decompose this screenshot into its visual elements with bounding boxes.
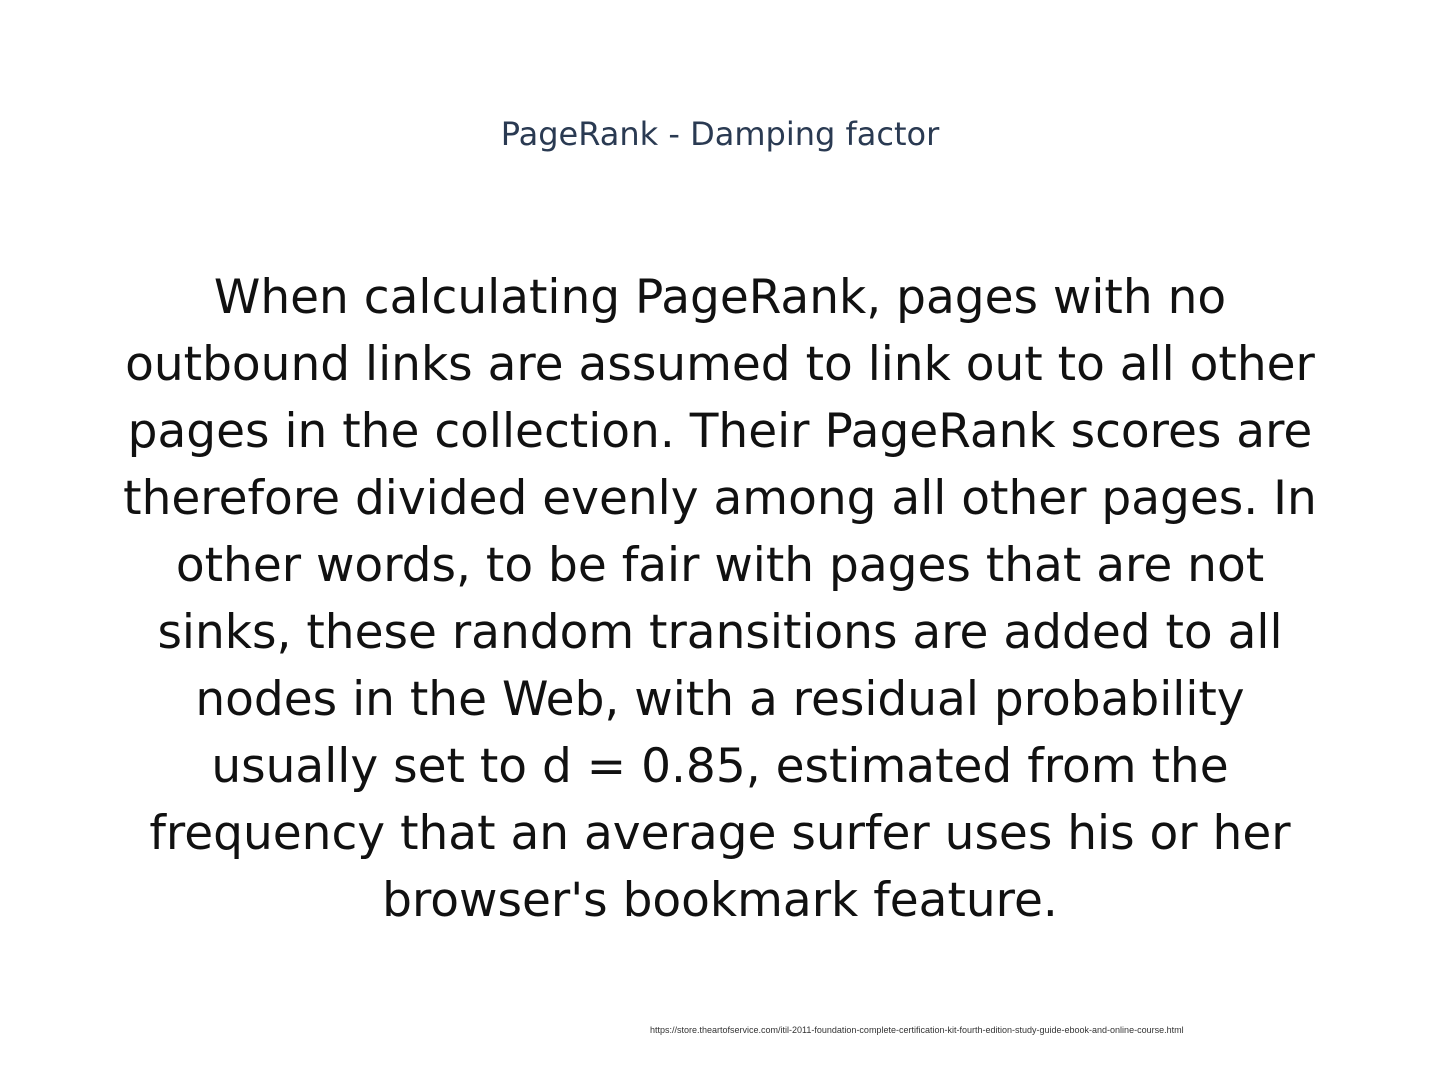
slide-title: PageRank - Damping factor (500, 115, 940, 153)
footer-source-link[interactable]: https://store.theartofservice.com/itil-2011-foundation-complete-certification-kit-fourth-edition-study-guide-ebook-and-online-course.html (650, 1025, 1184, 1035)
slide-body-text: When calculating PageRank, pages with no outbound links are assumed to link out to all other pages in the collection. Their PageRank scores are therefore divided evenly among all other pages. In other words, to be fair with pages that are not sinks, these random transitions are added to all nodes in the Web, with a residual probability usually set to d = 0.85, estimated from the frequency that an average surfer uses his or her browser's bookmark feature. (123, 270, 1317, 928)
